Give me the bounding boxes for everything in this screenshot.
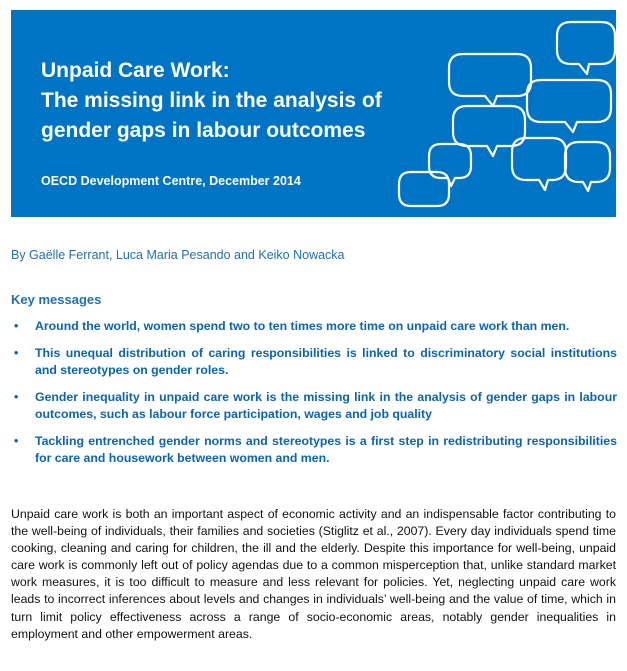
speech-bubble-icon (449, 54, 531, 106)
key-messages-heading: Key messages (11, 292, 102, 307)
body-paragraph: Unpaid care work is both an important aspect of economic activity and an indispensable factor contributing to the well-being of individuals, their families and societies (Stiglitz et al., 2007). Every day individuals spend time cooking, cleaning and caring for children, the ill and the elderly. Despite this importance for well-being, unpaid care work is commonly left out of policy agendas due to a common misperception that, unlike standard market work measures, it is too difficult to measure and less relevant for policies. Yet, neglecting unpaid care work leads to incorrect inferences about levels and changes in individuals’ well-being and the value of time, which in turn limit policy effectiveness across a range of socio-economic areas, notably gender inequalities in employment and other empowerment areas. (11, 507, 616, 641)
speech-bubble-icon (429, 144, 471, 186)
key-message-item: • Tackling entrenched gender norms and stereotypes is a first step in redistributing responsibilities for care and housework between women and men. (11, 433, 617, 467)
speech-bubble-icon (512, 138, 566, 190)
speech-bubble-icon (557, 22, 615, 74)
authors-line: By Gaëlle Ferrant, Luca Maria Pesando and Keiko Nowacka (11, 248, 345, 262)
key-message-item: • This unequal distribution of caring responsibilities is linked to discriminatory social institutions and stereotypes on gender roles. (11, 345, 617, 379)
title-line-3: gender gaps in labour outcomes (41, 119, 366, 142)
speech-bubble-icon (565, 142, 610, 191)
title-line-2: The missing link in the analysis of (41, 89, 382, 112)
document-title (41, 56, 461, 146)
key-messages-list (11, 318, 617, 477)
speech-bubble-icon (527, 80, 611, 132)
title-line-1: Unpaid Care Work: (41, 59, 230, 82)
key-message-item: • Around the world, women spend two to ten times more time on unpaid care work than men. (11, 318, 617, 335)
speech-bubble-icon (453, 106, 525, 156)
publisher-date: OECD Development Centre, December 2014 (41, 174, 301, 188)
key-message-item: • Gender inequality in unpaid care work is the missing link in the analysis of gender gaps in labour outcomes, such as labour force participation, wages and job quality (11, 389, 617, 423)
title-banner (11, 10, 616, 217)
